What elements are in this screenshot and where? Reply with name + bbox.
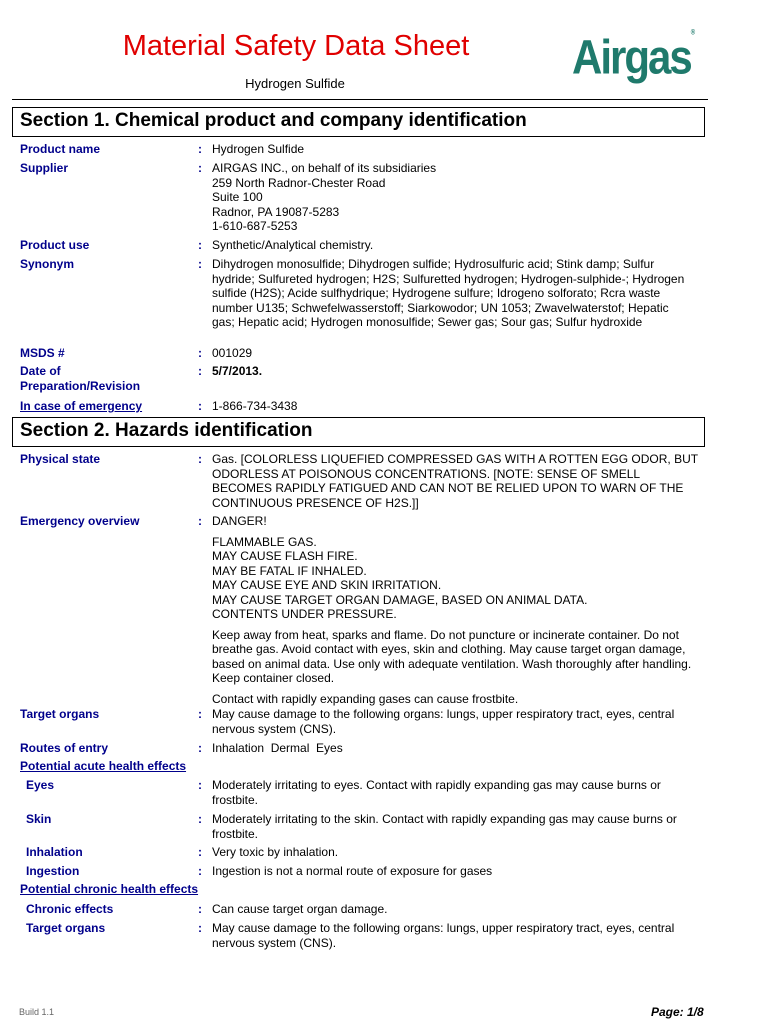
emergency-overview-label: Emergency overview	[20, 514, 140, 528]
routes-label: Routes of entry	[20, 741, 109, 755]
chronic-effects-value: Can cause target organ damage.	[212, 902, 388, 916]
ingestion-label: Ingestion	[26, 864, 80, 878]
date-label: Date of Preparation/Revision	[20, 364, 141, 393]
colon: :	[198, 864, 202, 878]
chronic-effects-heading[interactable]: Potential chronic health effects	[20, 882, 199, 896]
section-2-heading: Section 2. Hazards identification	[12, 417, 705, 447]
build-version: Build 1.1	[19, 1007, 55, 1017]
routes-value: Inhalation Dermal Eyes	[212, 741, 343, 755]
supplier-label: Supplier	[20, 161, 69, 175]
inhalation-label: Inhalation	[26, 845, 83, 859]
colon: :	[198, 346, 202, 360]
colon: :	[198, 707, 202, 721]
inhalation-value: Very toxic by inhalation.	[212, 845, 339, 859]
date-value: 5/7/2013.	[212, 364, 263, 378]
acute-effects-heading[interactable]: Potential acute health effects	[20, 759, 187, 773]
danger-text: DANGER!	[212, 514, 267, 528]
msds-value: 001029	[212, 346, 253, 360]
logo-text: Airgas	[572, 30, 691, 85]
colon: :	[198, 399, 202, 413]
colon: :	[198, 902, 202, 916]
eyes-value: Moderately irritating to eyes. Contact with rapidly expanding gas may cause burns or frostbite.	[212, 778, 661, 807]
skin-value: Moderately irritating to the skin. Contact with rapidly expanding gas may cause burns or frostbite.	[212, 812, 677, 841]
skin-label: Skin	[26, 812, 52, 826]
colon: :	[198, 778, 202, 792]
colon: :	[198, 812, 202, 826]
chronic-effects-label: Chronic effects	[26, 902, 114, 916]
colon: :	[198, 741, 202, 755]
product-subtitle: Hydrogen Sulfide	[245, 76, 345, 91]
document-title: Material Safety Data Sheet	[122, 30, 470, 62]
product-name-value: Hydrogen Sulfide	[212, 142, 305, 156]
eyes-label: Eyes	[26, 778, 55, 792]
emergency-link[interactable]: In case of emergency	[20, 399, 143, 413]
colon: :	[198, 452, 202, 466]
colon: :	[198, 257, 202, 271]
colon: :	[198, 238, 202, 252]
chronic-target-organs-value: May cause damage to the following organs: lungs, upper respiratory tract, eyes, central nervous system (CNS).	[212, 921, 675, 950]
target-organs-value: May cause damage to the following organs: lungs, upper respiratory tract, eyes, central nervous system (CNS).	[212, 707, 675, 736]
synonym-label: Synonym	[20, 257, 75, 271]
target-organs-label: Target organs	[20, 707, 100, 721]
precautionary-statements: Keep away from heat, sparks and flame. Do not puncture or incinerate container. Do not breathe gas. Avoid contact with eyes, skin and clothing. May cause target organ damage, based on animal data. Use only with adequate ventilation. Wash thoroughly after handling. Keep container closed.	[212, 627, 692, 685]
physical-state-label: Physical state	[20, 452, 101, 466]
colon: :	[198, 364, 202, 378]
logo-registered-mark: ®	[690, 30, 696, 37]
synonym-value: Dihydrogen monosulfide; Dihydrogen sulfide; Hydrosulfuric acid; Stink damp; Sulfur hydride; Sulfureted hydrogen; H2S; Sulfuretted hydrogen; Hydrogen-sulphide-; Hydrogen sulfide (H2S); Acide sulfhydrique; Hydrogene sulfure; Idrogeno solforato; Rcra waste number U135; Schwefelwasserstoff; Siarkowodor; UN 1053; Zwavelwaterstof; Hepatic gas; Hepatic acid; Hydrogen monosulfide; Sewer gas; Sour gas; Sulfur hydroxide	[212, 257, 685, 329]
colon: :	[198, 921, 202, 935]
physical-state-value: Gas. [COLORLESS LIQUEFIED COMPRESSED GAS WITH A ROTTEN EGG ODOR, BUT ODORLESS AT POISONOUS CONCENTRATIONS. [NOTE: SENSE OF SMELL BECOMES RAPIDLY FATIGUED AND CAN NOT BE RELIED UPON TO WARN OF THE CONTINUOUS PRESENCE OF H2S.]]	[212, 452, 698, 510]
chronic-target-organs-label: Target organs	[26, 921, 106, 935]
product-use-value: Synthetic/Analytical chemistry.	[212, 238, 374, 252]
product-use-label: Product use	[20, 238, 90, 252]
product-name-label: Product name	[20, 142, 101, 156]
frostbite-statement: Contact with rapidly expanding gases can cause frostbite.	[212, 691, 519, 706]
hazard-statements: FLAMMABLE GAS. MAY CAUSE FLASH FIRE. MAY BE FATAL IF INHALED. MAY CAUSE EYE AND SKIN IRRITATION. MAY CAUSE TARGET ORGAN DAMAGE, BASED ON ANIMAL DATA. CONTENTS UNDER PRESSURE.	[212, 534, 588, 621]
colon: :	[198, 514, 202, 528]
supplier-value: AIRGAS INC., on behalf of its subsidiaries 259 North Radnor-Chester Road Suite 100 Radnor, PA 19087-5283 1-610-687-5253	[212, 161, 437, 233]
emergency-phone: 1-866-734-3438	[212, 399, 298, 413]
airgas-logo	[572, 30, 695, 85]
page-number: Page: 1/8	[651, 1005, 704, 1019]
header-rule	[12, 99, 708, 100]
msds-label: MSDS #	[20, 346, 65, 360]
ingestion-value: Ingestion is not a normal route of exposure for gases	[212, 864, 493, 878]
colon: :	[198, 161, 202, 175]
colon: :	[198, 845, 202, 859]
section-1-heading: Section 1. Chemical product and company identification	[12, 107, 705, 137]
colon: :	[198, 142, 202, 156]
